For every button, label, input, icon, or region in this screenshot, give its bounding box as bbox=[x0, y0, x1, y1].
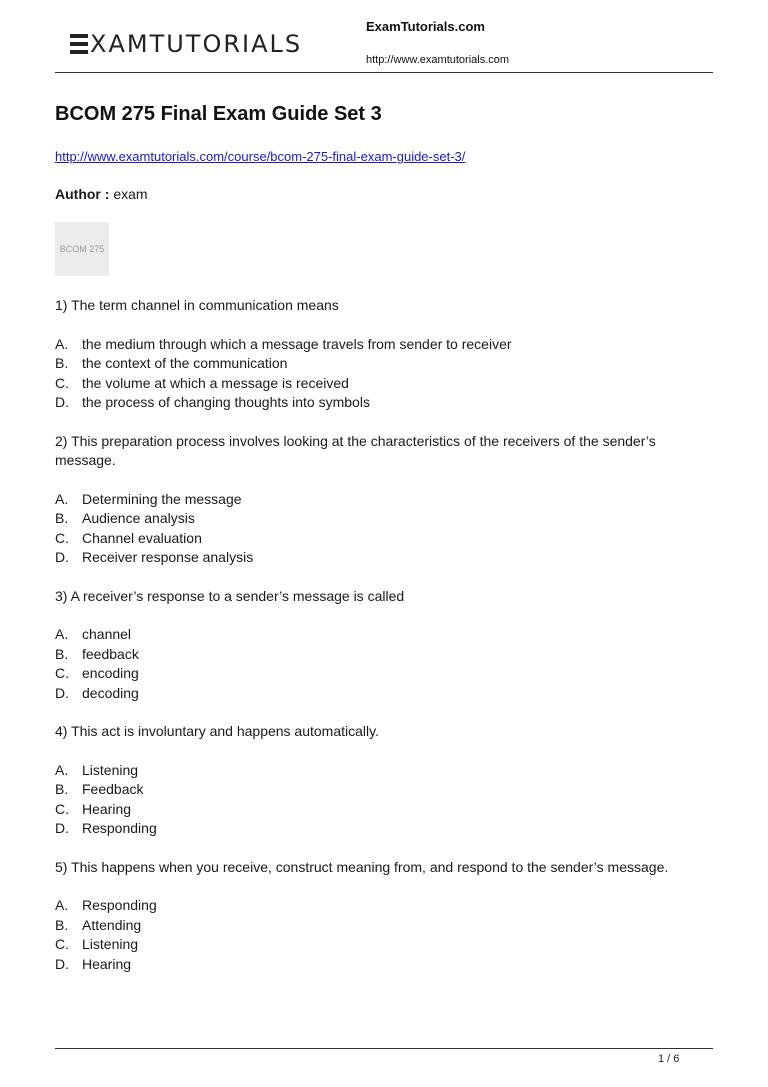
option-text: Channel evaluation bbox=[82, 529, 202, 546]
option-text: Responding bbox=[82, 897, 157, 913]
option-text: Audience analysis bbox=[82, 510, 195, 526]
course-link[interactable]: http://www.examtutorials.com/course/bcom-275-final-exam-guide-set-3/ bbox=[55, 149, 466, 164]
option-letter: D. bbox=[55, 955, 69, 972]
question-text: 1) The term channel in communication means bbox=[55, 297, 339, 313]
footer-divider bbox=[55, 1048, 713, 1049]
option-text: the volume at which a message is received bbox=[82, 374, 349, 391]
option-item bbox=[55, 354, 695, 374]
option-letter: A. bbox=[55, 626, 69, 642]
option-text: Listening bbox=[82, 761, 139, 778]
option-text: the medium through which a message travels from sender to receiver bbox=[82, 335, 512, 352]
page-title: BCOM 275 Final Exam Guide Set 3 bbox=[55, 103, 382, 125]
question-text: 5) This happens when you receive, construct meaning from, and respond to the sender’s message. bbox=[55, 858, 669, 875]
page-indicator: 1 / 6 bbox=[658, 1053, 680, 1065]
option-item bbox=[55, 393, 695, 413]
logo-text: XAMTUTORIALS bbox=[90, 30, 303, 58]
option-text: the process of changing thoughts into symbols bbox=[82, 394, 370, 410]
option-item bbox=[55, 625, 695, 645]
option-item bbox=[55, 819, 695, 839]
option-letter: A. bbox=[55, 335, 69, 352]
option-letter: B. bbox=[55, 781, 69, 797]
option-letter: D. bbox=[55, 394, 69, 410]
option-letter: B. bbox=[55, 645, 69, 662]
option-text: Hearing bbox=[82, 955, 132, 972]
option-letter: D. bbox=[55, 820, 69, 836]
option-letter: C. bbox=[55, 374, 69, 391]
logo-e-icon bbox=[70, 34, 88, 54]
option-letter: D. bbox=[55, 684, 69, 701]
option-list bbox=[55, 490, 695, 568]
option-letter: C. bbox=[55, 665, 69, 681]
option-item bbox=[55, 664, 695, 684]
site-logo bbox=[70, 30, 302, 58]
option-item bbox=[55, 935, 695, 955]
course-thumbnail bbox=[55, 222, 109, 276]
option-text: Determining the message bbox=[82, 490, 242, 507]
option-text: Responding bbox=[82, 820, 157, 836]
option-letter: C. bbox=[55, 529, 69, 546]
header-divider bbox=[55, 72, 713, 73]
option-item bbox=[55, 761, 695, 781]
option-letter: B. bbox=[55, 510, 69, 526]
option-item bbox=[55, 800, 695, 820]
option-list bbox=[55, 896, 695, 974]
option-letter: B. bbox=[55, 916, 69, 933]
option-text: Attending bbox=[82, 916, 142, 933]
option-text: decoding bbox=[82, 684, 139, 701]
option-list bbox=[55, 761, 695, 839]
author-value: exam bbox=[113, 186, 148, 202]
option-letter: C. bbox=[55, 800, 69, 817]
option-item bbox=[55, 374, 695, 394]
option-letter: D. bbox=[55, 549, 69, 565]
option-text: Receiver response analysis bbox=[82, 549, 254, 565]
option-item bbox=[55, 780, 695, 800]
option-item bbox=[55, 335, 695, 355]
option-item bbox=[55, 684, 695, 704]
option-letter: A. bbox=[55, 761, 69, 778]
option-item bbox=[55, 490, 695, 510]
option-item bbox=[55, 955, 695, 975]
author-label: Author : bbox=[55, 186, 110, 202]
author-line bbox=[55, 186, 148, 202]
option-letter: A. bbox=[55, 490, 69, 507]
option-letter: B. bbox=[55, 355, 69, 371]
option-item bbox=[55, 529, 695, 549]
option-item bbox=[55, 645, 695, 665]
option-text: Listening bbox=[82, 936, 139, 952]
option-list bbox=[55, 625, 695, 703]
header-site-name: ExamTutorials.com bbox=[366, 19, 485, 34]
option-list bbox=[55, 335, 695, 413]
question-list bbox=[55, 296, 695, 993]
header-site-url: http://www.examtutorials.com bbox=[366, 54, 510, 66]
question-text: 4) This act is involuntary and happens automatically. bbox=[55, 723, 379, 739]
thumbnail-text: BCOM 275 bbox=[59, 244, 105, 254]
question-text: 3) A receiver’s response to a sender’s message is called bbox=[55, 587, 405, 604]
option-text: Feedback bbox=[82, 781, 144, 797]
option-item bbox=[55, 509, 695, 529]
option-text: feedback bbox=[82, 645, 139, 662]
option-text: encoding bbox=[82, 665, 139, 681]
option-letter: C. bbox=[55, 936, 69, 952]
option-item bbox=[55, 896, 695, 916]
question-text: 2) This preparation process involves looking at the characteristics of the receivers of the sender’s message. bbox=[55, 432, 656, 468]
option-text: channel bbox=[82, 626, 132, 642]
option-letter: A. bbox=[55, 897, 69, 913]
option-text: Hearing bbox=[82, 800, 132, 817]
option-text: the context of the communication bbox=[82, 355, 288, 371]
option-item bbox=[55, 916, 695, 936]
option-item bbox=[55, 548, 695, 568]
